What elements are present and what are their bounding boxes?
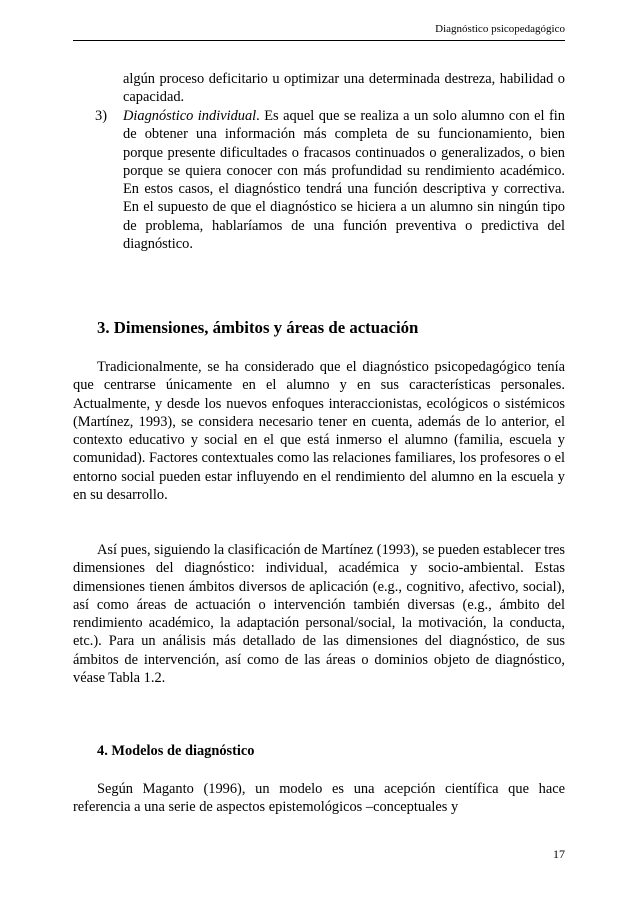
list-item-term: Diagnóstico individual	[123, 108, 257, 124]
list-item-3	[73, 107, 565, 253]
running-header: Diagnóstico psicopedagógico	[435, 23, 565, 35]
list-item-body: . Es aquel que se realiza a un solo alumno con el fin de obtener una información más completa de su funcionamiento, bien porque presente dificultades o fracasos continuados o generalizados, o bien porque se quiera conocer con más profundidad su rendimiento académico. En estos casos, el diagnóstico tendrá una función descriptiva y correctiva. En el supuesto de que el diagnóstico se hiciera a un alumno sin ningún tipo de problema, hablaríamos de una función preventiva o predictiva del diagnóstico.	[123, 108, 565, 253]
section-3-paragraph-1	[73, 358, 565, 504]
section-heading-4: 4. Modelos de diagnóstico	[97, 743, 255, 759]
list-item-number: 3)	[95, 108, 107, 124]
header-rule	[73, 40, 565, 41]
paragraph-text: Tradicionalmente, se ha considerado que el diagnóstico psicopedagógico tenía que centrarse únicamente en el alumno y en sus características personales. Actualmente, y desde los nuevos enfoques interaccionistas, ecológicos o sistémicos (Martínez, 1993), se considera necesario tener en cuenta, además de lo anterior, el contexto educativo y social en el que está inmerso el alumno (familia, escuela y comunidad). Factores contextuales como las relaciones familiares, los profesores o el entorno social pueden estar influyendo en el rendimiento del alumno en la escuela y en su desarrollo.	[73, 359, 565, 504]
paragraph-text: Según Maganto (1996), un modelo es una acepción científica que hace referencia a una serie de aspectos epistemológicos –conceptuales y	[73, 781, 565, 816]
page-number: 17	[553, 847, 565, 861]
section-heading-3: 3. Dimensiones, ámbitos y áreas de actuación	[97, 318, 419, 337]
paragraph-text: Así pues, siguiendo la clasificación de Martínez (1993), se pueden establecer tres dimensiones del diagnóstico: individual, académica y socio-ambiental. Estas dimensiones tienen ámbitos diversos de aplicación (e.g., cognitivo, afectivo, social), así como áreas de actuación o intervención también diversas (e.g., ámbito del rendimiento académico, la adaptación personal/social, la motivación, la conducta, etc.). Para un análisis más detallado de las dimensiones del diagnóstico, de sus ámbitos de intervención, así como de las áreas o dominios objeto de diagnóstico, véase Tabla 1.2.	[73, 542, 565, 687]
section-3-paragraph-2	[73, 541, 565, 687]
list-continuation: algún proceso deficitario u optimizar una determinada destreza, habilidad o capacidad.	[123, 71, 565, 106]
list-item-text	[123, 107, 565, 253]
section-4-paragraph-1	[73, 780, 565, 817]
